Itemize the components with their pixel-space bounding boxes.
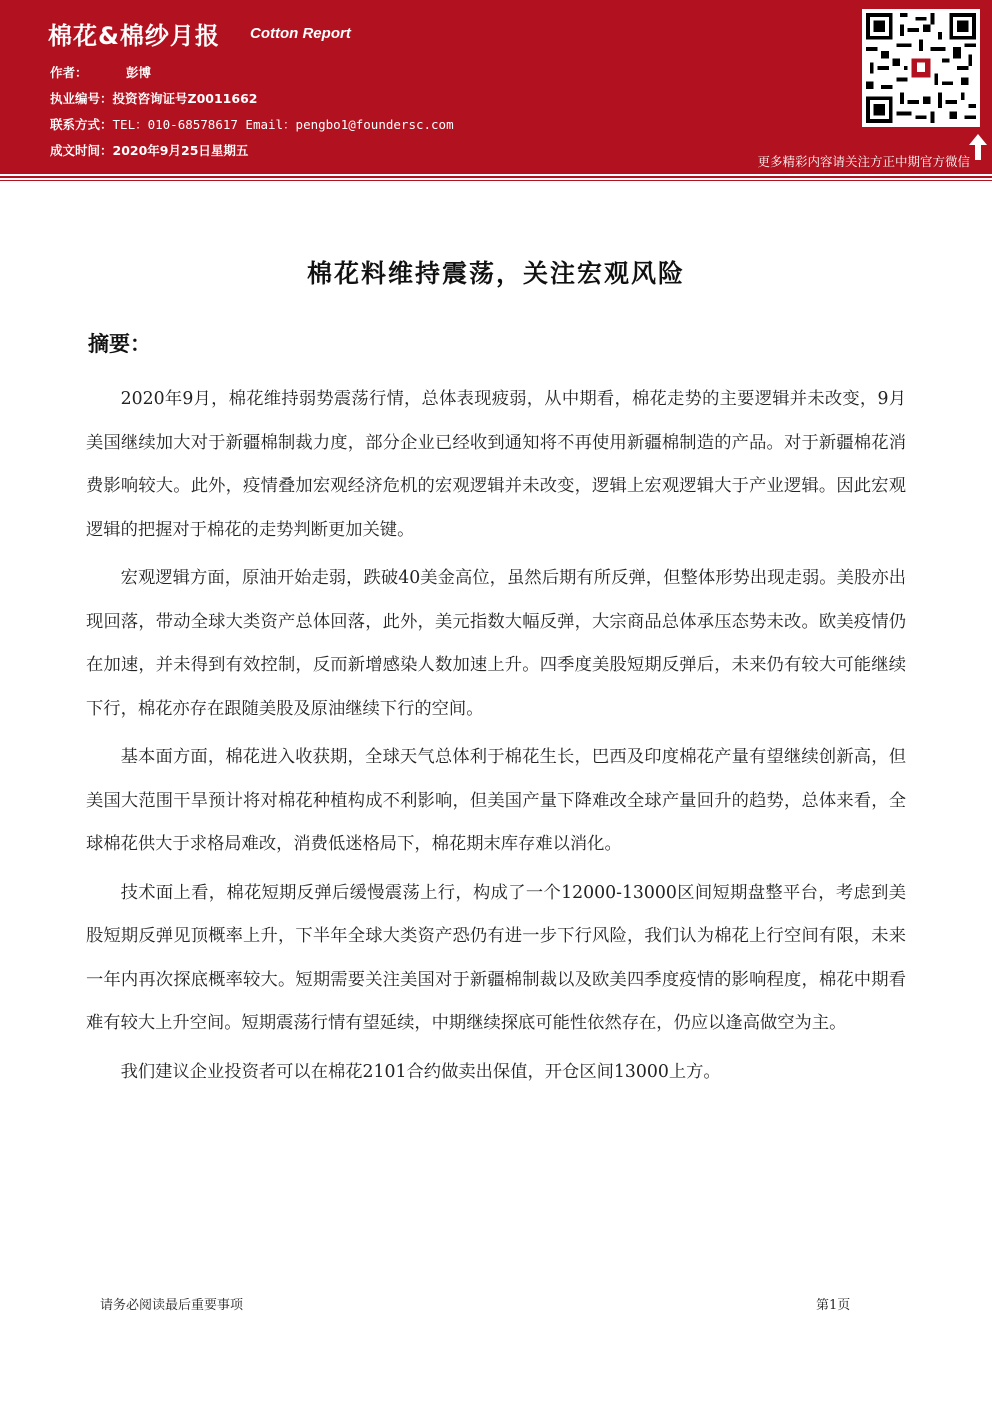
license-label: 执业编号： [50, 91, 113, 106]
report-subtitle: Cotton Report [250, 25, 351, 42]
abstract-paragraph: 技术面上看，棉花短期反弹后缓慢震荡上行，构成了一个12000-13000区间短期盘整平台，考虑到美股短期反弹见顶概率上升，下半年全球大类资产恐仍有进一步下行风险，我们认为棉花上行空间有限，未来一年内再次探底概率较大。短期需要关注美国对于新疆棉制裁以及欧美四季度疫情的影响程度，棉花中期看难有较大上升空间。短期震荡行情有望延续，中期继续探底可能性依然存在，仍应以逢高做空为主。 [86, 882, 906, 1033]
report-title: 棉花&棉纱月报 [48, 22, 220, 50]
date-row [50, 141, 248, 159]
abstract-paragraph: 2020年9月，棉花维持弱势震荡行情，总体表现疲弱，从中期看，棉花走势的主要逻辑并未改变，9月美国继续加大对于新疆棉制裁力度，部分企业已经收到通知将不再使用新疆棉制造的产品。对于新疆棉花消费影响较大。此外，疫情叠加宏观经济危机的宏观逻辑并未改变，逻辑上宏观逻辑大于产业逻辑。因此宏观逻辑的把握对于棉花的走势判断更加关键。 [86, 389, 906, 540]
qr-code-graphic [866, 13, 976, 123]
license-value: 投资咨询证号Z0011662 [112, 91, 258, 106]
footer-disclaimer: 请务必阅读最后重要事项 [100, 1298, 244, 1313]
author-value: 彭博 [126, 65, 152, 80]
author-label: 作者： [50, 65, 88, 80]
author-row [50, 63, 151, 81]
abstract-body [86, 378, 906, 1099]
abstract-paragraph: 宏观逻辑方面，原油开始走弱，跌破40美金高位，虽然后期有所反弹，但整体形势出现走弱。美股亦出现回落，带动全球大类资产总体回落，此外，美元指数大幅反弹，大宗商品总体承压态势未改。欧美疫情仍在加速，并未得到有效控制，反而新增感染人数加速上升。四季度美股短期反弹后，未来仍有较大可能继续下行，棉花亦存在跟随美股及原油继续下行的空间。 [86, 568, 906, 719]
qr-code-icon[interactable] [862, 9, 980, 127]
wechat-follow-note: 更多精彩内容请关注方正中期官方微信 [757, 154, 970, 169]
abstract-paragraph: 我们建议企业投资者可以在棉花2101合约做卖出保值，开仓区间13000上方。 [120, 1061, 721, 1082]
contact-row [50, 115, 454, 133]
contact-value[interactable]: TEL：010-68578617 Email：pengbo1@foundersc.com [112, 117, 454, 132]
arrow-up-icon [968, 133, 988, 161]
page-number: 第1页 [816, 1298, 851, 1313]
report-header [0, 0, 992, 174]
date-value: 2020年9月25日星期五 [112, 143, 249, 158]
header-divider [0, 176, 992, 178]
document-title: 棉花料维持震荡，关注宏观风险 [306, 259, 685, 288]
abstract-heading: 摘要： [88, 331, 151, 356]
abstract-paragraph: 基本面方面，棉花进入收获期，全球天气总体利于棉花生长，巴西及印度棉花产量有望继续创新高，但美国大范围干旱预计将对棉花种植构成不利影响，但美国产量下降难改全球产量回升的趋势，总体来看，全球棉花供大于求格局难改，消费低迷格局下，棉花期末库存难以消化。 [86, 747, 906, 854]
header-divider-thin [0, 180, 992, 181]
date-label: 成文时间： [50, 143, 113, 158]
license-row [50, 89, 257, 107]
contact-label: 联系方式： [50, 117, 113, 132]
